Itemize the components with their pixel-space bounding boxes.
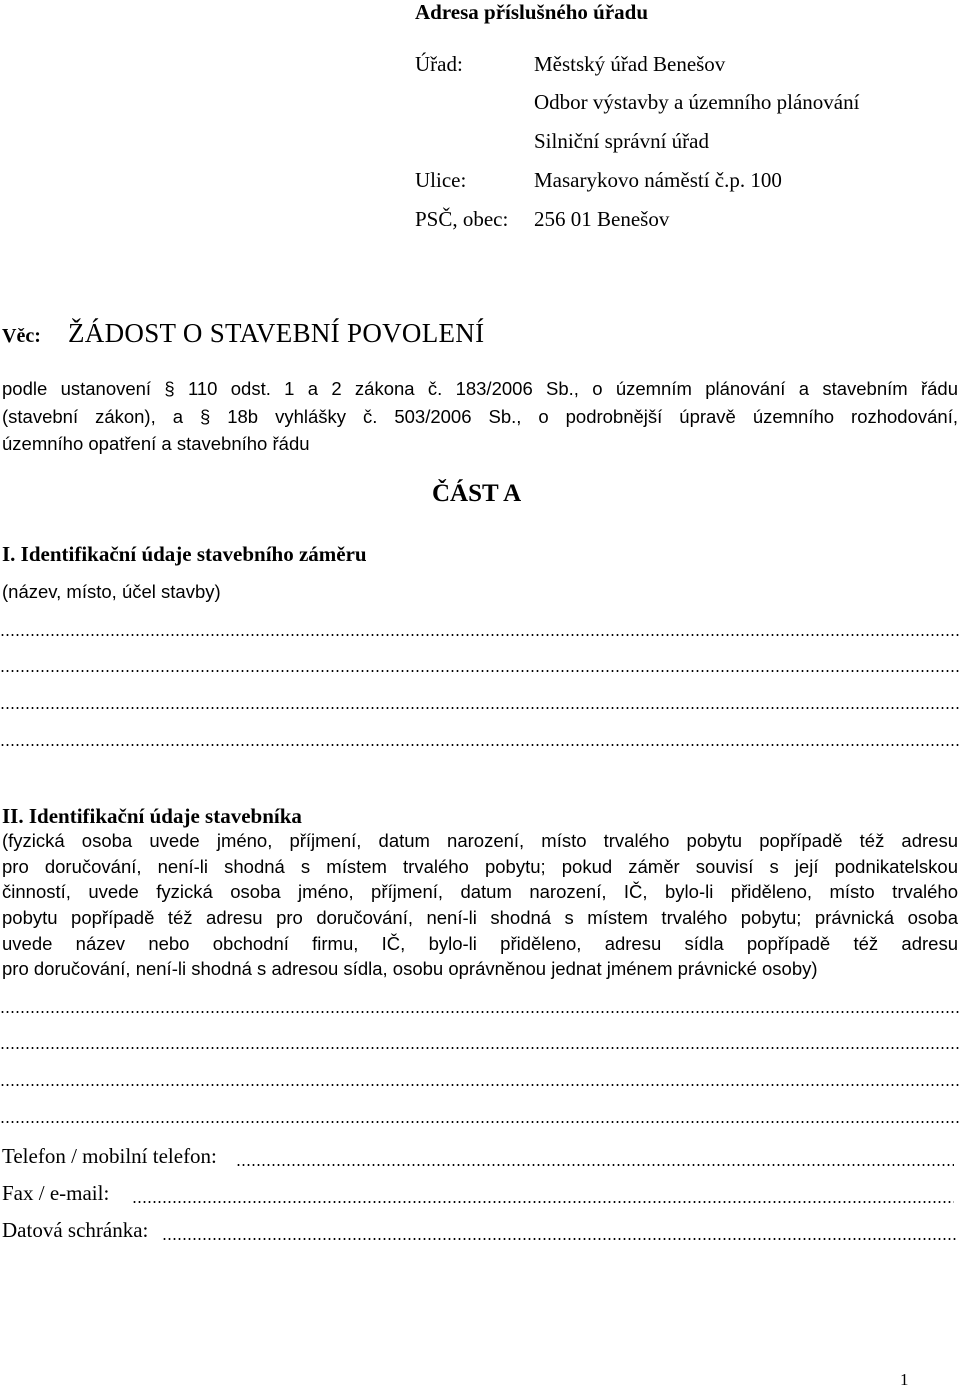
subject-title: ŽÁDOST O STAVEBNÍ POVOLENÍ <box>68 318 485 348</box>
address-heading: Adresa příslušného úřadu <box>415 0 649 24</box>
fill-line[interactable] <box>0 1084 960 1086</box>
fill-line[interactable] <box>0 1121 960 1123</box>
fax-email-label: Fax / e-mail: <box>2 1181 110 1205</box>
office-line-3: Silniční správní úřad <box>534 129 709 153</box>
legal-basis-line-3: územního opatření a stavebního řádu <box>2 433 310 454</box>
section-2-text-line: uvede název nebo obchodní firmu, IČ, bylo-li přiděleno, adresu sídla popřípadě též adresu <box>2 933 958 954</box>
fill-line[interactable] <box>0 1047 960 1049</box>
zip-label: PSČ, obec: <box>415 207 509 231</box>
section-1-subtitle: (název, místo, účel stavby) <box>2 581 221 602</box>
part-heading: ČÁST A <box>432 480 522 507</box>
legal-basis-line-1: podle ustanovení § 110 odst. 1 a 2 zákona č. 183/2006 Sb., o územním plánování a stavebním řádu <box>2 378 958 399</box>
office-label: Úřad: <box>415 52 463 76</box>
street-value: Masarykovo náměstí č.p. 100 <box>534 168 782 192</box>
section-2-title: II. Identifikační údaje stavebníka <box>2 804 302 828</box>
section-1-title: I. Identifikační údaje stavebního záměru <box>2 542 367 566</box>
office-line-2: Odbor výstavby a územního plánování <box>534 90 860 114</box>
section-2-text-line: pro doručování, není-li shodná s místem trvalého pobytu; pokud záměr souvisí s její podnikatelskou <box>2 856 958 877</box>
section-2-text-line: pro doručování, není-li shodná s adresou sídla, osobu oprávněnou jednat jménem právnické osoby) <box>2 958 818 979</box>
fill-line[interactable] <box>0 744 960 746</box>
phone-field[interactable] <box>236 1164 954 1166</box>
section-2-text-line: činností, uvede fyzická osoba jméno, příjmení, datum narození, IČ, bylo-li přiděleno, místo trvalého <box>2 881 958 902</box>
page-number: 1 <box>900 1370 909 1389</box>
section-2-text-line: (fyzická osoba uvede jméno, příjmení, datum narození, místo trvalého pobytu popřípadě též adresu <box>2 830 958 851</box>
fill-line[interactable] <box>0 670 960 672</box>
fax-email-field[interactable] <box>132 1201 954 1203</box>
fill-line[interactable] <box>0 634 960 636</box>
street-label: Ulice: <box>415 168 467 192</box>
phone-label: Telefon / mobilní telefon: <box>2 1144 217 1168</box>
subject-label: Věc: <box>2 325 41 347</box>
data-box-field[interactable] <box>162 1238 958 1240</box>
fill-line[interactable] <box>0 707 960 709</box>
section-2-text-line: pobytu popřípadě též adresu pro doručování, není-li shodná s místem trvalého pobytu; právnická osoba <box>2 907 958 928</box>
data-box-label: Datová schránka: <box>2 1218 149 1242</box>
zip-value: 256 01 Benešov <box>534 207 670 231</box>
legal-basis-line-2: (stavební zákon), a § 18b vyhlášky č. 503/2006 Sb., o podrobnější úpravě územního rozhodování, <box>2 406 958 427</box>
office-line-1: Městský úřad Benešov <box>534 52 726 76</box>
fill-line[interactable] <box>0 1011 960 1013</box>
